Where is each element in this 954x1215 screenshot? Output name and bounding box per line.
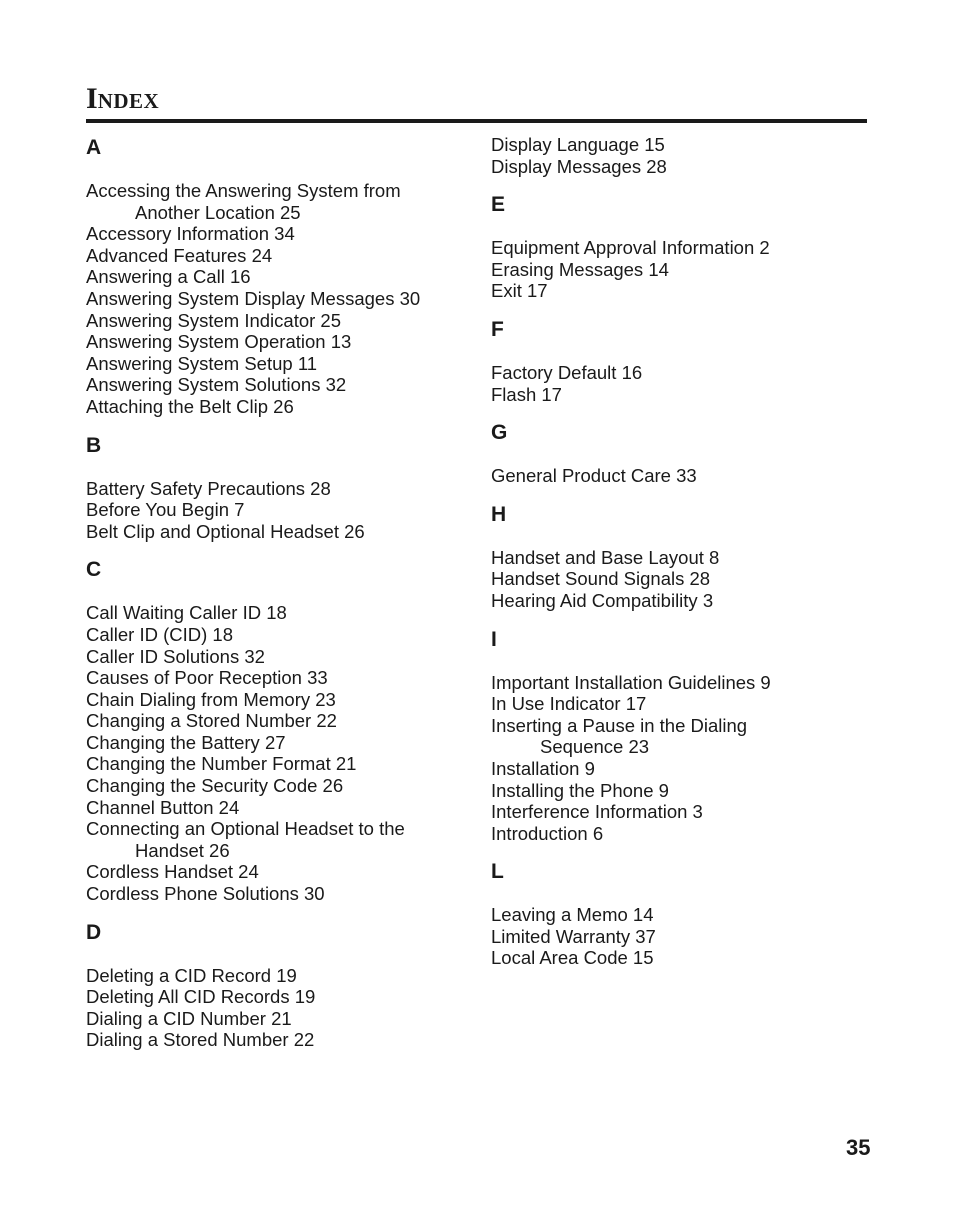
index-entry	[86, 883, 476, 905]
index-entry	[86, 180, 476, 223]
index-entry-text: Call Waiting Caller ID 18	[86, 602, 287, 624]
section-gap	[86, 905, 476, 919]
index-entry-text: Changing the Security Code 26	[86, 775, 344, 797]
index-entry	[491, 693, 881, 715]
index-entry-text: Hearing Aid Compatibility 3	[491, 589, 714, 611]
index-entry	[86, 861, 476, 883]
section-gap	[491, 844, 881, 858]
page-title	[86, 84, 159, 114]
index-entry-text: Battery Safety Precautions 28	[86, 477, 331, 499]
index-entry-text: Cordless Phone Solutions 30	[86, 883, 325, 905]
index-entry	[86, 753, 476, 775]
index-entry	[86, 624, 476, 646]
section-letter: G	[491, 421, 508, 445]
index-section	[86, 556, 476, 904]
index-entry	[86, 331, 476, 353]
index-entry	[491, 384, 881, 406]
index-entry	[491, 672, 881, 694]
section-gap	[491, 302, 881, 316]
index-entry-text: Before You Begin 7	[86, 499, 245, 521]
section-gap	[491, 405, 881, 419]
index-entry-text: Answering System Indicator 25	[86, 309, 342, 331]
index-entry	[86, 396, 476, 418]
index-entry	[491, 259, 881, 281]
index-entry	[86, 374, 476, 396]
index-entry-text: Limited Warranty 37	[491, 925, 656, 947]
index-entry-text: Attaching the Belt Clip 26	[86, 395, 294, 417]
index-entry-text: Exit 17	[491, 280, 548, 302]
index-entry	[86, 1029, 476, 1051]
section-letter: F	[491, 317, 504, 341]
index-entry-text: Handset and Base Layout 8	[491, 546, 720, 568]
section-gap	[491, 612, 881, 626]
section-letter: A	[86, 136, 102, 159]
index-entry	[86, 310, 476, 332]
index-entry-text: Deleting All CID Records 19	[86, 986, 316, 1008]
index-entry-text: Important Installation Guidelines 9	[491, 671, 771, 693]
section-letter: I	[491, 627, 497, 651]
index-right-column	[491, 134, 881, 969]
index-entry-text: Answering System Operation 13	[86, 331, 352, 353]
index-section	[491, 316, 881, 405]
index-entry-text: Deleting a CID Record 19	[86, 964, 297, 986]
index-entry-text: Dialing a Stored Number 22	[86, 1029, 315, 1051]
index-section	[86, 134, 476, 418]
index-entry-text: Local Area Code 15	[491, 947, 654, 969]
index-entry	[86, 602, 476, 624]
index-section	[86, 432, 476, 543]
index-entry-text: Equipment Approval Information 2	[491, 237, 770, 259]
index-section	[86, 919, 476, 1051]
index-section	[491, 501, 881, 612]
index-entry-text: Connecting an Optional Headset to the	[86, 818, 405, 840]
index-entry	[491, 134, 881, 156]
index-entry	[86, 797, 476, 819]
index-entry-text: Accessory Information 34	[86, 223, 295, 245]
section-letter: H	[491, 502, 507, 526]
index-section	[491, 419, 881, 487]
section-letter: B	[86, 433, 102, 457]
index-entry-text: Erasing Messages 14	[491, 258, 669, 280]
index-entry-text: Caller ID Solutions 32	[86, 645, 265, 667]
index-entry-continuation: Another Location 25	[135, 201, 301, 223]
index-entry	[86, 478, 476, 500]
index-entry	[86, 245, 476, 267]
index-entry	[491, 947, 881, 969]
index-entry-text: Answering a Call 16	[86, 266, 251, 288]
index-entry	[86, 965, 476, 987]
index-entry	[86, 986, 476, 1008]
index-entry-text: General Product Care 33	[491, 465, 697, 487]
index-entry-text: Handset Sound Signals 28	[491, 568, 711, 590]
section-letter: C	[86, 558, 102, 582]
index-entry	[86, 818, 476, 861]
index-entry	[86, 775, 476, 797]
index-entry	[86, 499, 476, 521]
index-entry	[491, 590, 881, 612]
section-letter: E	[491, 193, 506, 217]
section-letter: L	[491, 860, 504, 884]
index-entry	[491, 801, 881, 823]
index-entry	[491, 237, 881, 259]
index-entry	[86, 223, 476, 245]
section-gap	[491, 487, 881, 501]
index-entry-text: Leaving a Memo 14	[491, 904, 654, 926]
index-entry-text: Dialing a CID Number 21	[86, 1007, 292, 1029]
index-entry	[86, 353, 476, 375]
index-entry	[491, 156, 881, 178]
section-gap	[86, 418, 476, 432]
index-entry	[86, 1008, 476, 1030]
index-entry	[86, 689, 476, 711]
index-entry-text: Factory Default 16	[491, 361, 643, 383]
index-section	[491, 858, 881, 969]
index-entry-text: Accessing the Answering System from	[86, 180, 401, 201]
section-gap	[86, 542, 476, 556]
index-entry-continuation: Sequence 23	[540, 736, 650, 758]
title-rest: NDEX	[97, 89, 160, 113]
index-entry-text: Installation 9	[491, 757, 595, 779]
index-section	[491, 191, 881, 302]
index-section	[491, 134, 881, 177]
index-entry	[491, 904, 881, 926]
title-rule	[86, 119, 867, 123]
index-entry-text: Display Language 15	[491, 134, 665, 155]
index-entry-continuation: Handset 26	[135, 839, 230, 861]
index-entry	[491, 280, 881, 302]
index-entry	[86, 288, 476, 310]
index-entry-text: Cordless Handset 24	[86, 861, 259, 883]
index-entry-text: Installing the Phone 9	[491, 779, 669, 801]
index-entry-text: Changing the Number Format 21	[86, 753, 357, 775]
index-entry-text: Changing a Stored Number 22	[86, 710, 337, 732]
index-entry-text: Answering System Solutions 32	[86, 374, 347, 396]
index-section	[491, 626, 881, 845]
index-entry-text: Caller ID (CID) 18	[86, 623, 233, 645]
index-entry	[86, 710, 476, 732]
index-entry	[86, 646, 476, 668]
index-entry-text: Answering System Setup 11	[86, 352, 318, 374]
index-entry-text: Changing the Battery 27	[86, 731, 286, 753]
index-entry-text: Inserting a Pause in the Dialing	[491, 714, 748, 736]
index-entry	[491, 780, 881, 802]
index-entry-text: Interference Information 3	[491, 801, 703, 823]
index-entry	[491, 568, 881, 590]
section-letter: D	[86, 920, 102, 944]
index-entry-text: Belt Clip and Optional Headset 26	[86, 520, 365, 542]
title-initial: I	[86, 82, 98, 115]
index-entry-text: Causes of Poor Reception 33	[86, 667, 328, 689]
index-entry-text: Advanced Features 24	[86, 244, 273, 266]
index-entry	[491, 547, 881, 569]
index-entry-text: Flash 17	[491, 383, 562, 405]
index-entry-text: Introduction 6	[491, 822, 604, 844]
index-entry	[491, 758, 881, 780]
index-entry-text: Channel Button 24	[86, 796, 240, 818]
index-entry	[86, 732, 476, 754]
index-entry	[491, 465, 881, 487]
index-entry	[86, 521, 476, 543]
index-entry	[86, 667, 476, 689]
index-entry-text: In Use Indicator 17	[491, 693, 647, 715]
section-gap	[491, 177, 881, 191]
index-entry	[491, 823, 881, 845]
index-left-column	[86, 134, 476, 1051]
index-entry	[491, 362, 881, 384]
index-entry	[491, 715, 881, 758]
page-number: 35	[846, 1135, 871, 1160]
index-entry-text: Chain Dialing from Memory 23	[86, 688, 336, 710]
index-entry-text: Display Messages 28	[491, 155, 667, 177]
index-entry	[86, 266, 476, 288]
index-entry	[491, 926, 881, 948]
index-entry-text: Answering System Display Messages 30	[86, 287, 421, 309]
